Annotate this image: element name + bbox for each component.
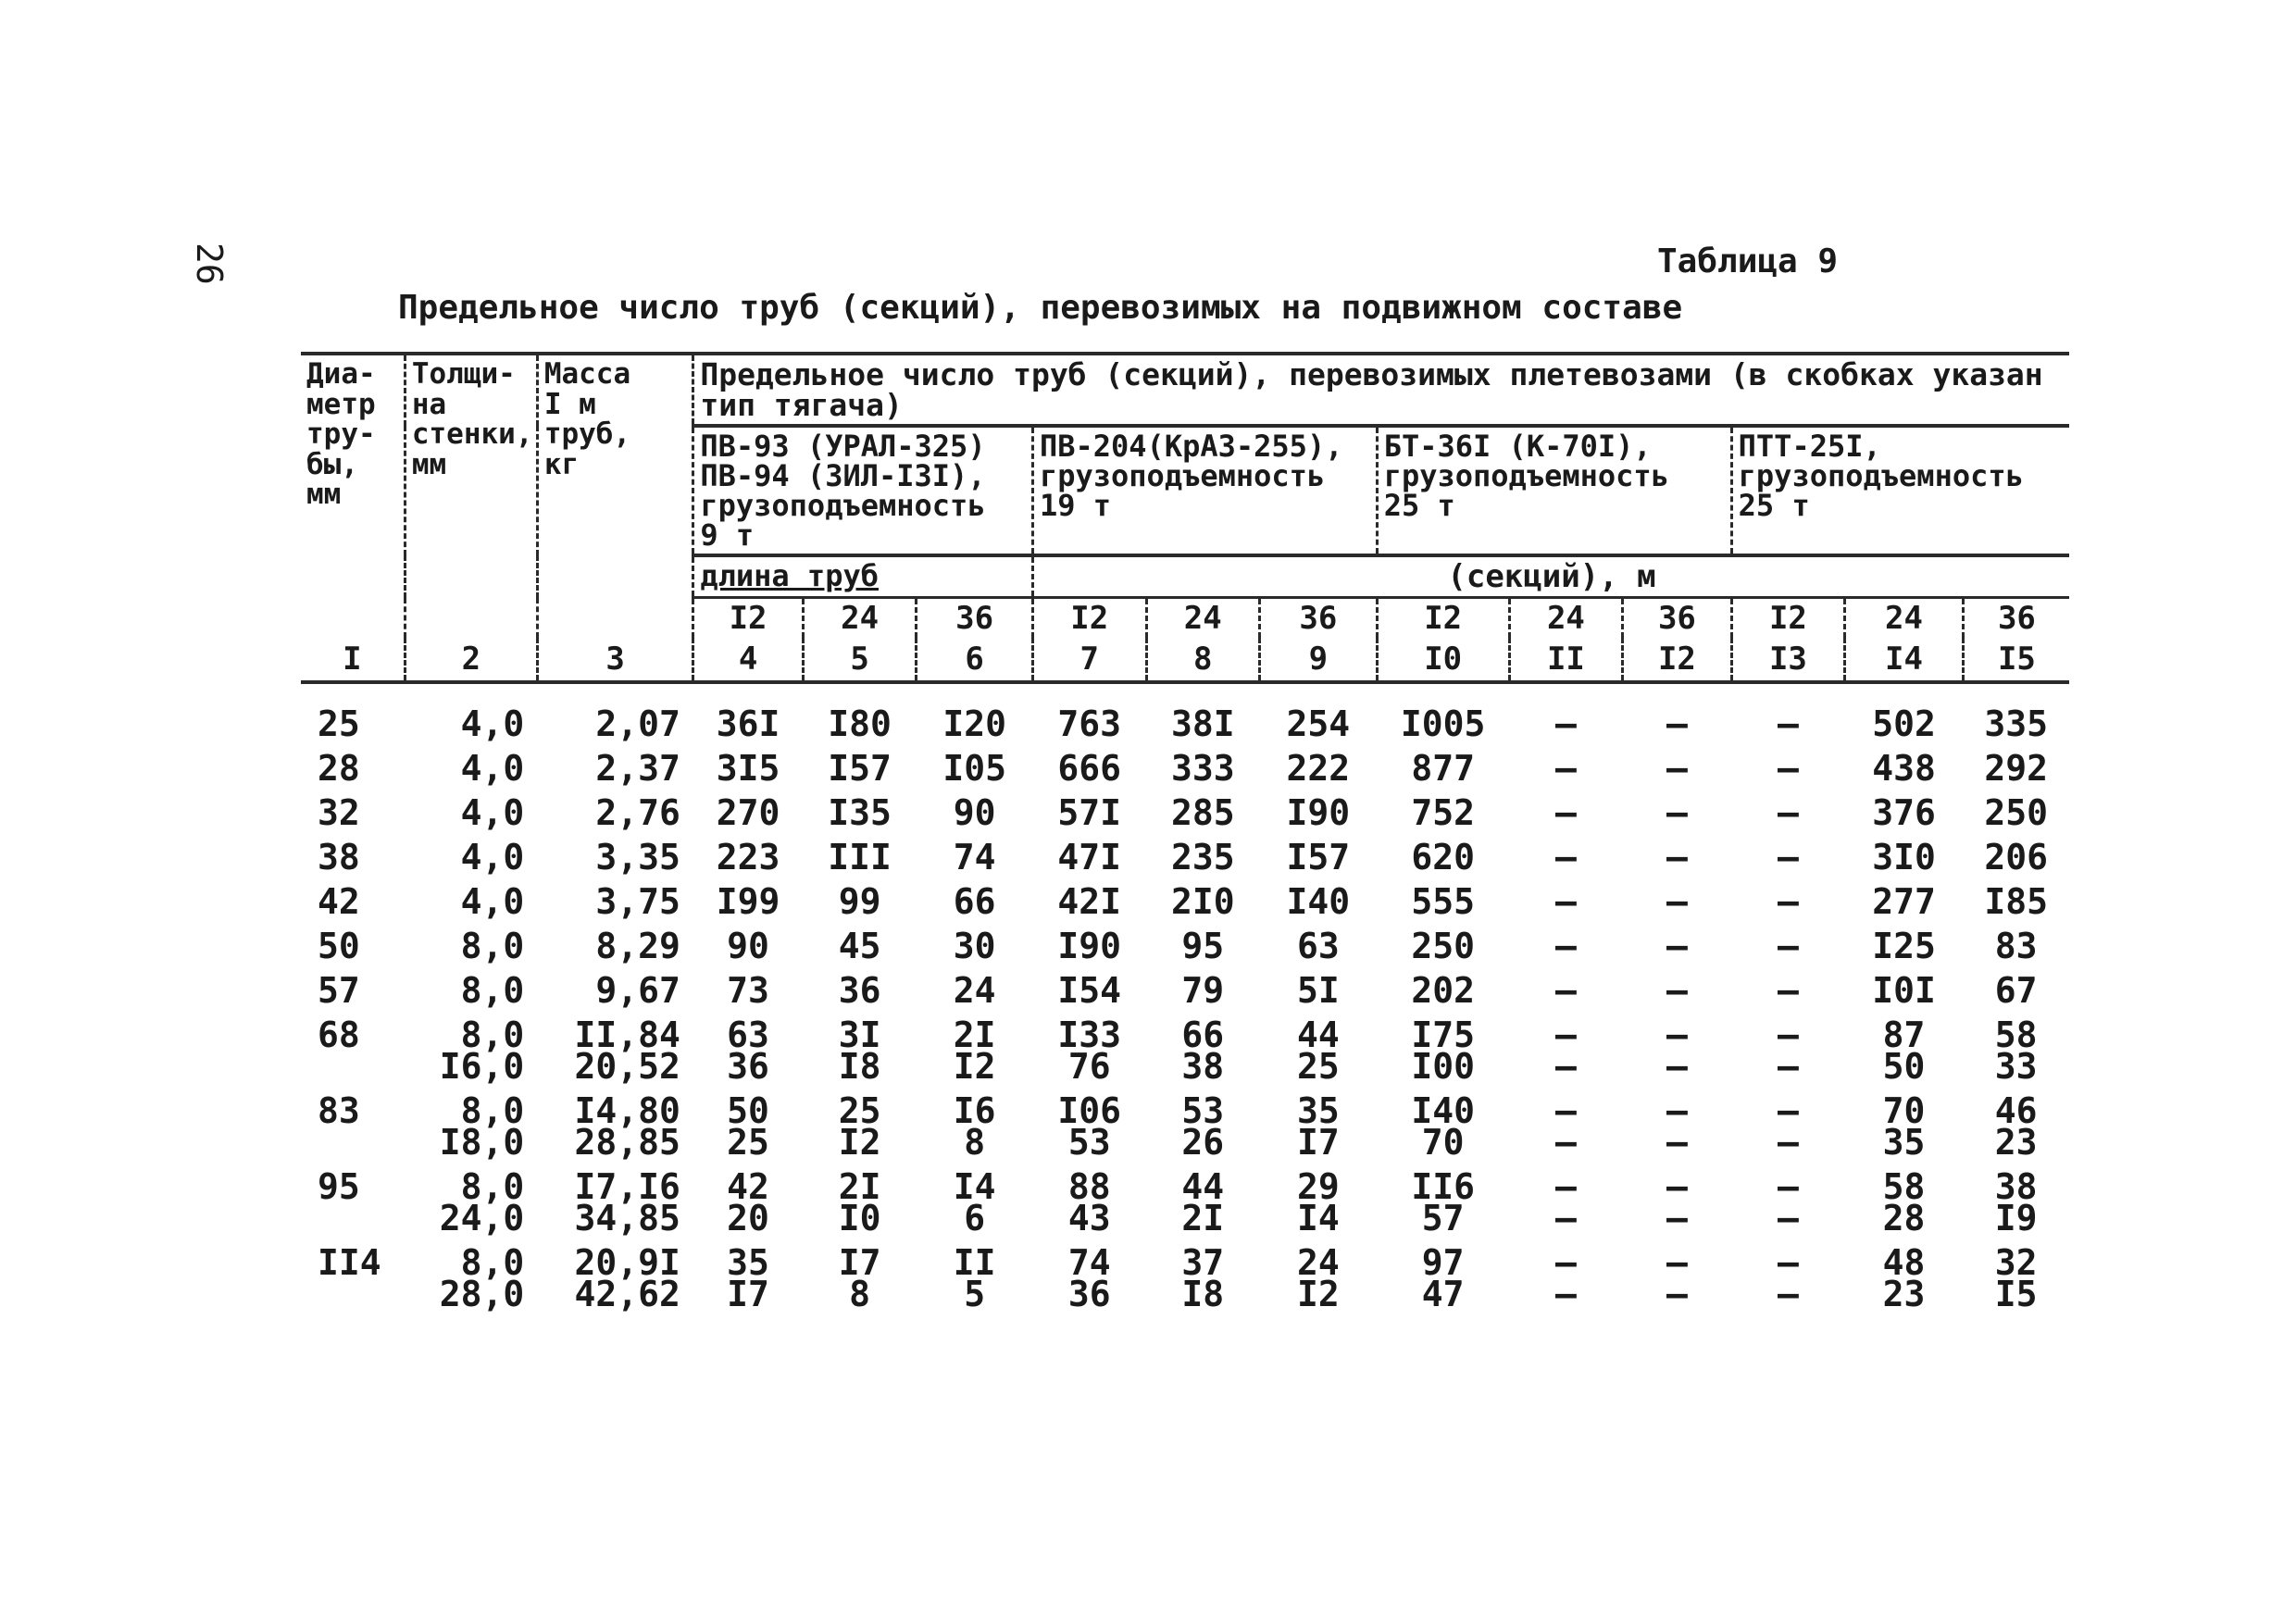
cell-count: 88 43: [1067, 1166, 1111, 1238]
header-length-2: 24: [803, 598, 917, 639]
table-label: Таблица 9: [1657, 243, 1839, 280]
cell-count: – –: [1554, 1014, 1577, 1087]
cell-count: –: [1777, 792, 1799, 833]
cell-mass: 8,29: [595, 926, 680, 966]
cell-mass: 3,75: [595, 881, 680, 922]
cell-count: 620: [1411, 837, 1475, 877]
cell-mass: 2,07: [595, 703, 680, 744]
header-line: ПВ-93 (УРАЛ-325): [700, 429, 986, 464]
cell-count: 90: [727, 926, 769, 966]
cell-count: 38I: [1170, 703, 1235, 744]
header-length-unit: (секций), м: [1032, 555, 2069, 598]
pipe-limits-table: [301, 352, 2069, 1316]
cell-count: 202: [1411, 970, 1475, 1011]
column-number-6: 6: [917, 638, 1033, 682]
cell-count: 53 26: [1181, 1090, 1225, 1163]
cell-count: I20: [942, 703, 1006, 744]
cell-count: 66: [953, 881, 996, 922]
cell-count: –: [1554, 792, 1577, 833]
cell-diameter: 68: [318, 1014, 360, 1055]
cell-mass: I4,80 28,85: [574, 1090, 680, 1163]
cell-diameter: 38: [318, 837, 360, 877]
header-length-7: I2: [1377, 598, 1509, 639]
cell-count: I35: [828, 792, 892, 833]
header-length-label: длина труб: [693, 555, 1033, 598]
column-number-5: 5: [803, 638, 917, 682]
cell-count: – –: [1777, 1090, 1799, 1163]
cell-count: I06 53: [1057, 1090, 1122, 1163]
cell-count: –: [1554, 926, 1577, 966]
cell-mass: II,84 20,52: [574, 1014, 680, 1087]
cell-count: – –: [1777, 1014, 1799, 1087]
table-row: [301, 682, 2069, 746]
cell-count: – –: [1554, 1166, 1577, 1238]
cell-count: – –: [1666, 1014, 1688, 1087]
cell-count: –: [1666, 970, 1688, 1011]
header-line: 25 т: [1383, 488, 1455, 523]
table-row: [301, 1164, 2069, 1240]
cell-count: II 5: [953, 1242, 996, 1314]
header-line: мм: [306, 478, 342, 512]
cell-count: 44 2I: [1181, 1166, 1225, 1238]
cell-count: – –: [1666, 1166, 1688, 1238]
header-length-3: 36: [917, 598, 1033, 639]
header-line: грузоподъемность: [1383, 458, 1669, 493]
header-line: грузоподъемность: [1738, 458, 2024, 493]
cell-wall-thickness: 8,0 24,0: [439, 1166, 525, 1238]
header-line: Масса: [543, 357, 631, 391]
cell-count: I57: [1286, 837, 1351, 877]
cell-count: – –: [1554, 1242, 1577, 1314]
cell-count: 235: [1170, 837, 1235, 877]
cell-count: 285: [1170, 792, 1235, 833]
column-number-14: I4: [1845, 638, 1964, 682]
cell-count: 42I: [1057, 881, 1122, 922]
cell-count: 3I0: [1872, 837, 1936, 877]
cell-wall-thickness: 4,0: [460, 837, 525, 877]
header-length-4: I2: [1032, 598, 1146, 639]
cell-diameter: 32: [318, 792, 360, 833]
header-group: Предельное число труб (секций), перевозимых плетевозами (в скобках указан тип тягача): [693, 354, 2069, 426]
header-line: 9 т: [700, 517, 755, 553]
cell-count: I99: [716, 881, 780, 922]
cell-count: –: [1777, 881, 1799, 922]
cell-diameter: 83: [318, 1090, 360, 1131]
header-line: труб,: [543, 417, 631, 452]
cell-count: I33 76: [1057, 1014, 1122, 1087]
column-number-13: I3: [1731, 638, 1845, 682]
header-length-8: 24: [1509, 598, 1623, 639]
cell-count: I54: [1057, 970, 1122, 1011]
cell-count: 67: [1994, 970, 2038, 1011]
cell-count: 38 I9: [1994, 1166, 2038, 1238]
column-number-2: 2: [405, 638, 537, 682]
header-line: бы,: [306, 447, 358, 481]
cell-count: 5I: [1296, 970, 1340, 1011]
cell-count: –: [1666, 748, 1688, 789]
column-number-4: 4: [693, 638, 803, 682]
cell-count: 438: [1872, 748, 1936, 789]
cell-count: 29 I4: [1296, 1166, 1340, 1238]
cell-count: 666: [1057, 748, 1122, 789]
cell-wall-thickness: 8,0 28,0: [439, 1242, 525, 1314]
cell-count: 24 I2: [1296, 1242, 1340, 1314]
header-line: метр: [306, 387, 376, 421]
cell-count: 555: [1411, 881, 1475, 922]
cell-count: 70 35: [1882, 1090, 1926, 1163]
cell-count: 47I: [1057, 837, 1122, 877]
cell-diameter: 42: [318, 881, 360, 922]
cell-count: 74 36: [1067, 1242, 1111, 1314]
column-number-8: 8: [1146, 638, 1260, 682]
cell-count: 3I I8: [838, 1014, 881, 1087]
cell-count: 222: [1286, 748, 1351, 789]
column-number-15: I5: [1963, 638, 2069, 682]
cell-count: 50 25: [727, 1090, 769, 1163]
cell-count: –: [1666, 703, 1688, 744]
cell-count: 74: [953, 837, 996, 877]
cell-count: –: [1666, 926, 1688, 966]
cell-count: 30: [953, 926, 996, 966]
cell-count: –: [1554, 837, 1577, 877]
cell-count: –: [1777, 748, 1799, 789]
column-number-7: 7: [1032, 638, 1146, 682]
header-vehicle-pv93: [693, 426, 1033, 555]
cell-mass: 20,9I 42,62: [574, 1242, 680, 1314]
cell-count: 877: [1411, 748, 1475, 789]
column-number-10: I0: [1377, 638, 1509, 682]
cell-count: – –: [1666, 1242, 1688, 1314]
header-line: I м: [543, 387, 596, 421]
cell-count: I40: [1286, 881, 1351, 922]
cell-count: 292: [1984, 748, 2048, 789]
cell-count: II6 57: [1411, 1166, 1475, 1238]
header-line: Толщи-: [411, 357, 516, 391]
cell-count: –: [1777, 926, 1799, 966]
cell-count: I05: [942, 748, 1006, 789]
cell-count: 97 47: [1421, 1242, 1465, 1314]
cell-count: 36I: [716, 703, 780, 744]
cell-count: I6 8: [953, 1090, 996, 1163]
cell-count: 277: [1872, 881, 1936, 922]
cell-count: –: [1666, 792, 1688, 833]
cell-diameter: 28: [318, 748, 360, 789]
cell-count: 83: [1994, 926, 2038, 966]
cell-mass: 2,76: [595, 792, 680, 833]
header-vehicle-bt361: [1377, 426, 1731, 555]
cell-wall-thickness: 4,0: [460, 881, 525, 922]
header-line: мм: [411, 447, 447, 481]
cell-count: –: [1554, 748, 1577, 789]
cell-count: 250: [1411, 926, 1475, 966]
header-line: грузоподъемность: [1039, 458, 1326, 493]
header-line: Диа-: [306, 357, 376, 391]
table-row: [301, 790, 2069, 835]
cell-count: – –: [1777, 1242, 1799, 1314]
cell-count: 90: [953, 792, 996, 833]
cell-mass: I7,I6 34,85: [574, 1166, 680, 1238]
cell-mass: 2,37: [595, 748, 680, 789]
header-length-10: I2: [1731, 598, 1845, 639]
cell-count: 35 I7: [1296, 1090, 1340, 1163]
header-vehicle-pv204: [1032, 426, 1377, 555]
cell-count: 335: [1984, 703, 2048, 744]
cell-count: 376: [1872, 792, 1936, 833]
cell-count: 25 I2: [838, 1090, 881, 1163]
cell-diameter: 57: [318, 970, 360, 1011]
table-row: [301, 1240, 2069, 1316]
cell-count: III: [828, 837, 892, 877]
cell-count: 66 38: [1181, 1014, 1225, 1087]
header-line: 19 т: [1039, 488, 1112, 523]
cell-count: 223: [716, 837, 780, 877]
cell-count: 58 33: [1994, 1014, 2038, 1087]
cell-count: 35 I7: [727, 1242, 769, 1314]
cell-count: I7 8: [838, 1242, 881, 1314]
cell-diameter: 50: [318, 926, 360, 966]
cell-count: I85: [1984, 881, 2048, 922]
cell-count: –: [1666, 837, 1688, 877]
table-row: [301, 924, 2069, 968]
table-row: [301, 879, 2069, 924]
cell-diameter: II4: [318, 1242, 381, 1283]
cell-count: 36: [838, 970, 881, 1011]
cell-count: 752: [1411, 792, 1475, 833]
column-number-11: II: [1509, 638, 1623, 682]
cell-count: 73: [727, 970, 769, 1011]
cell-count: 48 23: [1882, 1242, 1926, 1314]
header-line: ПВ-204(КрАЗ-255),: [1039, 429, 1343, 464]
cell-wall-thickness: 8,0: [460, 926, 525, 966]
cell-mass: 3,35: [595, 837, 680, 877]
cell-count: 45: [838, 926, 881, 966]
cell-count: 99: [838, 881, 881, 922]
cell-count: 79: [1181, 970, 1225, 1011]
cell-count: –: [1554, 703, 1577, 744]
column-number-3: 3: [537, 638, 693, 682]
cell-count: I57: [828, 748, 892, 789]
cell-count: 37 I8: [1181, 1242, 1225, 1314]
header-line: на: [411, 387, 447, 421]
cell-count: –: [1666, 881, 1688, 922]
header-length-1: I2: [693, 598, 803, 639]
cell-count: 2I0: [1170, 881, 1235, 922]
cell-count: 250: [1984, 792, 2048, 833]
cell-wall-thickness: 4,0: [460, 703, 525, 744]
header-vehicle-ptt251: [1731, 426, 2069, 555]
table-row: [301, 835, 2069, 879]
header-line: ПТТ-25I,: [1738, 429, 1881, 464]
header-line: 25 т: [1738, 488, 1810, 523]
cell-count: I25: [1872, 926, 1936, 966]
cell-mass: 9,67: [595, 970, 680, 1011]
cell-count: 57I: [1057, 792, 1122, 833]
header-diameter: [301, 354, 405, 638]
cell-wall-thickness: 8,0 I8,0: [439, 1090, 525, 1163]
cell-count: I40 70: [1411, 1090, 1475, 1163]
cell-count: – –: [1777, 1166, 1799, 1238]
table-row: [301, 968, 2069, 1013]
header-mass-per-meter: [537, 354, 693, 638]
column-number-9: 9: [1260, 638, 1378, 682]
cell-count: 87 50: [1882, 1014, 1926, 1087]
cell-wall-thickness: 8,0: [460, 970, 525, 1011]
cell-count: 3I5: [716, 748, 780, 789]
cell-count: I75 I00: [1411, 1014, 1475, 1087]
cell-count: I0I: [1872, 970, 1936, 1011]
cell-count: I80: [828, 703, 892, 744]
header-wall-thickness: [405, 354, 537, 638]
header-length-5: 24: [1146, 598, 1260, 639]
header-line: грузоподъемность: [700, 488, 986, 523]
cell-count: 58 28: [1882, 1166, 1926, 1238]
header-line: тру-: [306, 417, 376, 452]
cell-count: – –: [1666, 1090, 1688, 1163]
cell-count: 2I I2: [953, 1014, 996, 1087]
cell-diameter: 95: [318, 1166, 360, 1207]
header-line: ПВ-94 (ЗИЛ-I3I),: [700, 458, 986, 493]
cell-count: 270: [716, 792, 780, 833]
cell-count: I4 6: [953, 1166, 996, 1238]
cell-count: – –: [1554, 1090, 1577, 1163]
header-length-9: 36: [1623, 598, 1731, 639]
column-number-1: I: [301, 638, 405, 682]
table-row: [301, 1089, 2069, 1164]
cell-count: –: [1777, 837, 1799, 877]
cell-count: 63: [1296, 926, 1340, 966]
cell-count: 502: [1872, 703, 1936, 744]
cell-count: 254: [1286, 703, 1351, 744]
cell-count: –: [1554, 881, 1577, 922]
cell-count: I005: [1400, 703, 1486, 744]
cell-count: 2I I0: [838, 1166, 881, 1238]
cell-wall-thickness: 8,0 I6,0: [439, 1014, 525, 1087]
table-title: Предельное число труб (секций), перевозимых на подвижном составе: [398, 289, 1683, 327]
cell-count: I90: [1057, 926, 1122, 966]
cell-count: 95: [1181, 926, 1225, 966]
header-line: БТ-36I (К-70I),: [1383, 429, 1652, 464]
cell-count: 42 20: [727, 1166, 769, 1238]
header-length-11: 24: [1845, 598, 1964, 639]
cell-count: 206: [1984, 837, 2048, 877]
table-row: [301, 1013, 2069, 1089]
header-length-12: 36: [1963, 598, 2069, 639]
header-line: стенки,: [411, 417, 533, 452]
cell-count: 763: [1057, 703, 1122, 744]
column-number-12: I2: [1623, 638, 1731, 682]
cell-count: 44 25: [1296, 1014, 1340, 1087]
cell-count: 333: [1170, 748, 1235, 789]
header-length-6: 36: [1260, 598, 1378, 639]
cell-diameter: 25: [318, 703, 360, 744]
cell-count: 46 23: [1994, 1090, 2038, 1163]
page-number: 26: [189, 243, 230, 285]
table-row: [301, 746, 2069, 790]
cell-count: 24: [953, 970, 996, 1011]
cell-count: –: [1777, 703, 1799, 744]
cell-count: –: [1777, 970, 1799, 1011]
cell-count: –: [1554, 970, 1577, 1011]
header-line: кг: [543, 447, 580, 481]
cell-wall-thickness: 4,0: [460, 792, 525, 833]
cell-count: 63 36: [727, 1014, 769, 1087]
cell-wall-thickness: 4,0: [460, 748, 525, 789]
cell-count: 32 I5: [1994, 1242, 2038, 1314]
cell-count: I90: [1286, 792, 1351, 833]
